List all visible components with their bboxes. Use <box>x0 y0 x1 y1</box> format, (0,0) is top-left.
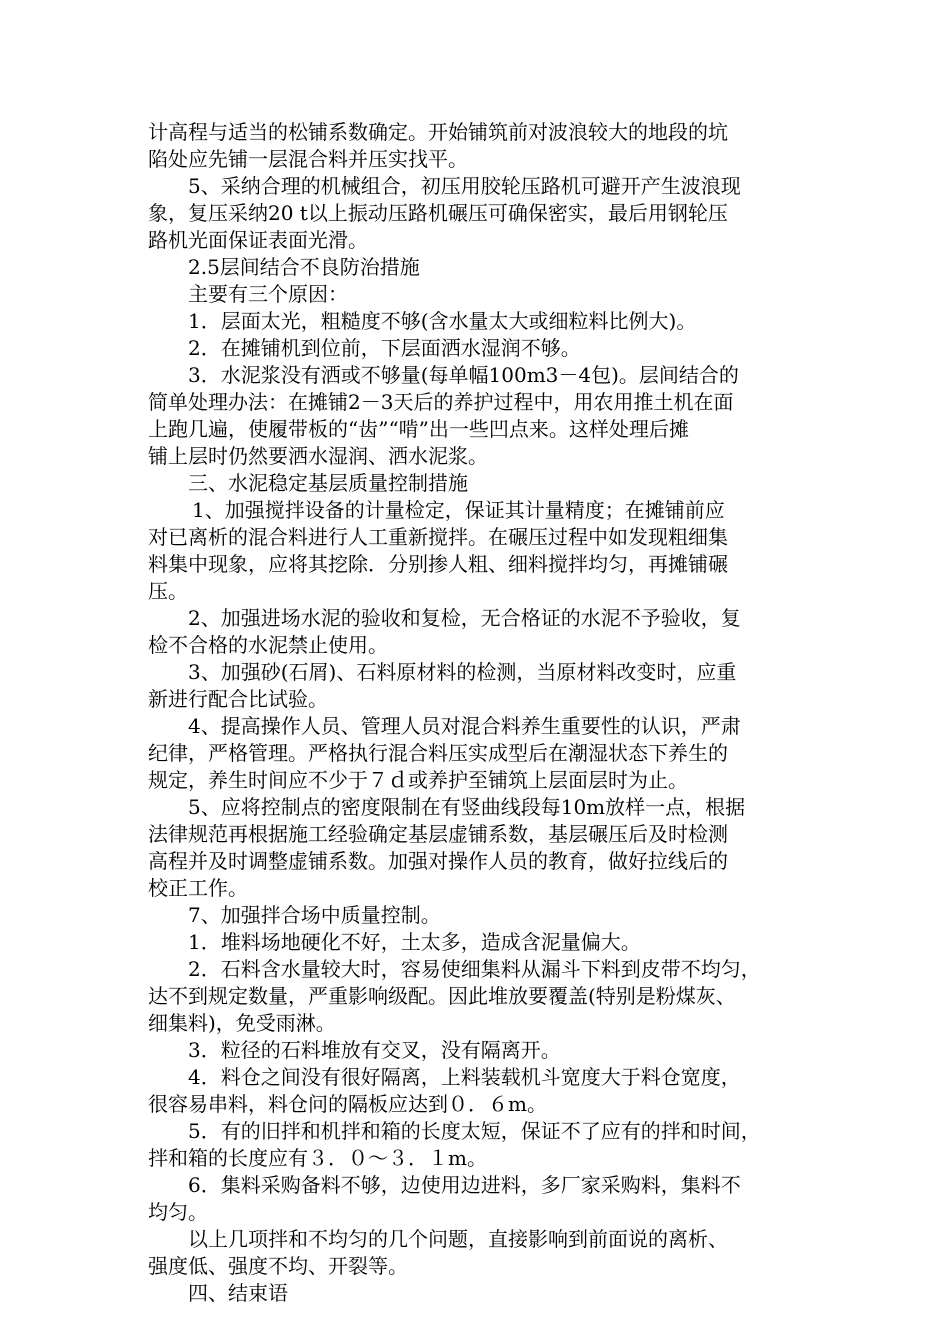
section-heading: 2.5层间结合不良防治措施 <box>188 255 420 279</box>
text-line: 4、提高操作人员、管理人员对混合料养生重要性的认识，严肃 <box>188 714 741 738</box>
text-line: 陷处应先铺一层混合料并压实找平。 <box>148 147 468 171</box>
text-line: 很容易串料，料仓问的隔板应达到０．６m。 <box>148 1092 547 1116</box>
text-line: 2．在摊铺机到位前，下层面洒水湿润不够。 <box>188 336 581 360</box>
text-line: 主要有三个原因： <box>188 282 348 306</box>
text-line: 1、加强搅拌设备的计量检定，保证其计量精度；在摊铺前应 <box>192 498 725 522</box>
text-line: 对已离析的混合料进行人工重新搅拌。在碾压过程中如发现粗细集 <box>148 525 728 549</box>
text-line: 料集中现象，应将其挖除．分别掺人粗、细料搅拌均匀，再摊铺碾 <box>148 552 728 576</box>
text-line: 校正工作。 <box>148 876 248 900</box>
text-line: 5、应将控制点的密度限制在有竖曲线段每10m放样一点，根据 <box>188 795 746 819</box>
text-line: 计高程与适当的松铺系数确定。开始铺筑前对波浪较大的地段的坑 <box>148 120 728 144</box>
text-line: 3、加强砂(石屑)、石料原材料的检测，当原材料改变时，应重 <box>188 660 737 684</box>
text-line: 3．水泥浆没有洒或不够量(每单幅100m3－4包)。层间结合的 <box>188 363 739 387</box>
text-line: 4．料仓之间没有很好隔离，上料装载机斗宽度大于料仓宽度， <box>188 1065 741 1089</box>
text-line: 规定，养生时间应不少于７ｄ或养护至铺筑上层面层时为止。 <box>148 768 688 792</box>
text-line: 上跑几遍，使履带板的“齿”“啃”出一些凹点来。这样处理后摊 <box>148 417 689 441</box>
text-line: 以上几项拌和不均匀的几个问题，直接影响到前面说的离析、 <box>188 1227 728 1251</box>
text-line: 2．石料含水量较大时，容易使细集料从漏斗下料到皮带不均匀， <box>188 957 761 981</box>
text-line: 路机光面保证表面光滑。 <box>148 228 368 252</box>
text-line: 1．层面太光，粗糙度不够(含水量太大或细粒料比例大)。 <box>188 309 697 333</box>
text-line: 强度低、强度不均、开裂等。 <box>148 1254 408 1278</box>
text-line: 2、加强进场水泥的验收和复检，无合格证的水泥不予验收，复 <box>188 606 741 630</box>
text-line: 6．集料采购备料不够，边使用边进料，多厂家采购料，集料不 <box>188 1173 741 1197</box>
text-line: 细集料)，免受雨淋。 <box>148 1011 336 1035</box>
text-line: 高程并及时调整虚铺系数。加强对操作人员的教育，做好拉线后的 <box>148 849 728 873</box>
section-heading: 四、结束语 <box>188 1281 288 1305</box>
text-line: 法律规范再根据施工经验确定基层虚铺系数，基层碾压后及时检测 <box>148 822 728 846</box>
text-line: 达不到规定数量，严重影响级配。因此堆放要覆盖(特别是粉煤灰、 <box>148 984 736 1008</box>
text-line: 纪律，严格管理。严格执行混合料压实成型后在潮湿状态下养生的 <box>148 741 728 765</box>
section-heading: 三、水泥稳定基层质量控制措施 <box>188 471 468 495</box>
text-line: 新进行配合比试验。 <box>148 687 328 711</box>
text-line: 压。 <box>148 579 188 603</box>
text-line: 1．堆料场地硬化不好，土太多，造成含泥量偏大。 <box>188 930 641 954</box>
text-line: 7、加强拌合场中质量控制。 <box>188 903 441 927</box>
document-body <box>148 119 810 1307</box>
text-line: 简单处理办法：在摊铺2－3天后的养护过程中，用农用推土机在面 <box>148 390 734 414</box>
text-line: 象，复压采纳20 t以上振动压路机碾压可确保密实，最后用钢轮压 <box>148 201 728 225</box>
text-line: 检不合格的水泥禁止使用。 <box>148 633 388 657</box>
text-line: 铺上层时仍然要洒水湿润、洒水泥浆。 <box>148 444 488 468</box>
text-line: 拌和箱的长度应有３．０～３．１m。 <box>148 1146 487 1170</box>
text-line: 3．粒径的石料堆放有交叉，没有隔离开。 <box>188 1038 561 1062</box>
text-line: 5、采纳合理的机械组合，初压用胶轮压路机可避开产生波浪现 <box>188 174 741 198</box>
text-line: 5．有的旧拌和机拌和箱的长度太短，保证不了应有的拌和时间， <box>188 1119 761 1143</box>
text-line: 均匀。 <box>148 1200 208 1224</box>
